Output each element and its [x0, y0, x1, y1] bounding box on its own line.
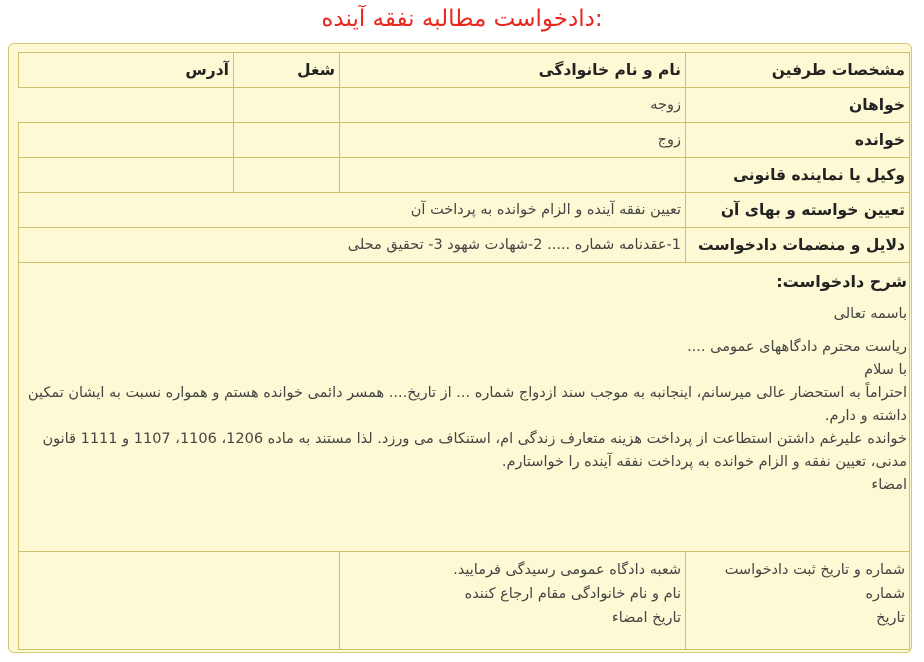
request-paragraph: خوانده علیرغم داشتن استطاعت از پرداخت هزینه متعارف زندگی ام، استنکاف می ورزد. لذا مستند به ماده 1206، 1106، 1107 و 1111 قانون مدنی، تعیین نفقه و الزام خوانده به پرداخت نفقه آینده را خواستارم. — [42, 431, 907, 470]
defendant-row — [19, 123, 910, 158]
defendant-label: خوانده — [686, 123, 910, 158]
description-heading: شرح دادخواست: — [776, 272, 907, 291]
registration-row — [19, 552, 910, 650]
defendant-name: زوج — [340, 123, 686, 158]
claim-row — [19, 193, 910, 228]
page-title: دادخواست مطالبه نفقه آینده: — [321, 6, 603, 32]
plaintiff-name: زوجه — [340, 88, 686, 123]
referrer-name-line: نام و نام خانوادگی مقام ارجاع کننده — [464, 586, 681, 602]
plaintiff-occupation — [234, 88, 340, 123]
header-occupation: شغل — [234, 53, 340, 88]
header-row — [19, 53, 910, 88]
addressee-line: ریاست محترم دادگاههای عمومی .... — [687, 339, 907, 355]
header-address: آدرس — [19, 53, 234, 88]
marriage-paragraph: احتراماً به استحضار عالی میرسانم، اینجانبه به موجب سند ازدواج شماره ... از تاریخ.... همسر دائمی خوانده هستم و همواره نسبت به ایشان تمکین داشته و دارم. — [27, 385, 907, 424]
evidence-label: دلایل و منضمات دادخواست — [686, 228, 910, 263]
court-branch-line: شعبه دادگاه عمومی رسیدگی فرمایید. — [453, 562, 681, 578]
attorney-label: وکیل یا نماینده قانونی — [686, 158, 910, 193]
attorney-occupation — [234, 158, 340, 193]
referral-info — [340, 552, 686, 650]
header-party-specs: مشخصات طرفین — [686, 53, 910, 88]
greeting-line: با سلام — [864, 362, 907, 378]
description-row — [19, 263, 910, 552]
petition-form-table — [18, 52, 910, 650]
defendant-occupation — [234, 123, 340, 158]
plaintiff-address — [19, 88, 234, 123]
registration-date: تاریخ — [876, 610, 905, 626]
plaintiff-row — [19, 88, 910, 123]
registration-blank — [19, 552, 340, 650]
plaintiff-label: خواهان — [686, 88, 910, 123]
header-full-name: نام و نام خانوادگی — [340, 53, 686, 88]
registration-number: شماره — [865, 586, 905, 602]
attorney-name — [340, 158, 686, 193]
registration-number-date: شماره و تاریخ ثبت دادخواست — [724, 562, 905, 578]
claim-value: تعیین نفقه آینده و الزام خوانده به پرداخت آن — [19, 193, 686, 228]
evidence-value: 1-عقدنامه شماره ..... 2-شهادت شهود 3- تحقیق محلی — [19, 228, 686, 263]
attorney-row — [19, 158, 910, 193]
evidence-row — [19, 228, 910, 263]
claim-label: تعیین خواسته و بهای آن — [686, 193, 910, 228]
signature-line: امضاء — [871, 477, 907, 493]
registration-info — [686, 552, 910, 650]
petition-description — [19, 263, 910, 552]
defendant-address — [19, 123, 234, 158]
salutation-line: باسمه تعالی — [833, 306, 907, 322]
attorney-address — [19, 158, 234, 193]
referrer-signature-date: تاریخ امضاء — [611, 610, 681, 626]
